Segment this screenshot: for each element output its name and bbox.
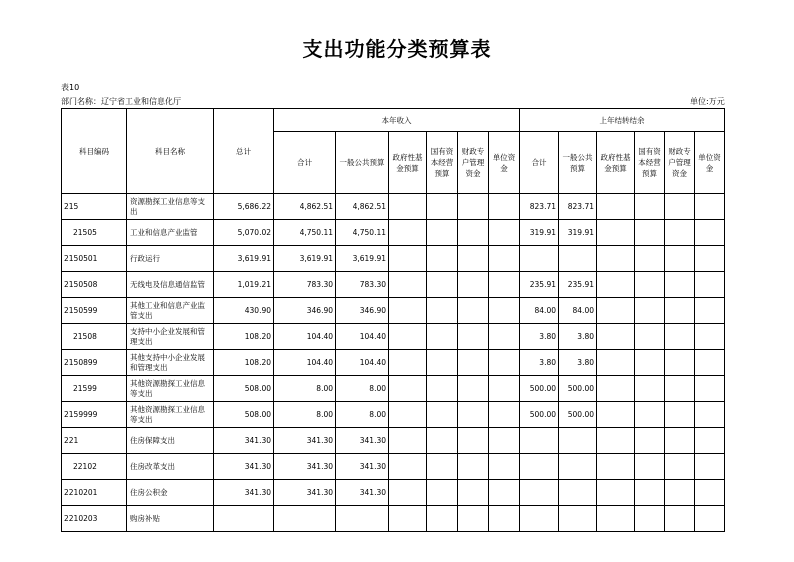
cell-current-state-capital xyxy=(427,402,458,428)
cell-name: 其他支持中小企业发展和管理支出 xyxy=(127,350,214,376)
table-row xyxy=(62,350,725,376)
cell-current-fiscal-special xyxy=(458,402,489,428)
cell-current-subtotal: 341.30 xyxy=(274,454,336,480)
cell-current-unit-fund xyxy=(489,402,520,428)
cell-current-state-capital xyxy=(427,246,458,272)
table-row xyxy=(62,402,725,428)
cell-prior-unit-fund xyxy=(695,194,725,220)
cell-total: 341.30 xyxy=(214,428,274,454)
cell-current-state-capital xyxy=(427,350,458,376)
cell-current-unit-fund xyxy=(489,194,520,220)
cell-prior-subtotal xyxy=(520,246,559,272)
cell-code: 21599 xyxy=(62,376,127,402)
cell-current-gov-fund xyxy=(389,402,427,428)
cell-current-state-capital xyxy=(427,194,458,220)
cell-prior-subtotal: 500.00 xyxy=(520,402,559,428)
cell-prior-fiscal-special xyxy=(665,298,695,324)
cell-name: 购房补贴 xyxy=(127,506,214,532)
cell-current-state-capital xyxy=(427,480,458,506)
cell-prior-state-capital xyxy=(635,194,665,220)
table-row xyxy=(62,480,725,506)
header-prior-fiscal-special: 财政专户管理资金 xyxy=(665,132,695,194)
header-subtotal: 合计 xyxy=(274,132,336,194)
cell-prior-gov-fund xyxy=(597,480,635,506)
cell-total: 5,686.22 xyxy=(214,194,274,220)
cell-current-state-capital xyxy=(427,428,458,454)
cell-prior-unit-fund xyxy=(695,350,725,376)
cell-prior-unit-fund xyxy=(695,454,725,480)
cell-prior-unit-fund xyxy=(695,272,725,298)
cell-prior-fiscal-special xyxy=(665,480,695,506)
cell-current-general-public: 783.30 xyxy=(336,272,389,298)
cell-current-subtotal: 3,619.91 xyxy=(274,246,336,272)
cell-current-gov-fund xyxy=(389,480,427,506)
cell-current-gov-fund xyxy=(389,272,427,298)
cell-current-fiscal-special xyxy=(458,220,489,246)
table-row xyxy=(62,324,725,350)
cell-prior-general-public xyxy=(559,454,597,480)
cell-prior-general-public: 84.00 xyxy=(559,298,597,324)
header-state-capital: 国有资本经营预算 xyxy=(427,132,458,194)
cell-prior-gov-fund xyxy=(597,428,635,454)
budget-table xyxy=(61,108,725,532)
header-current-income: 本年收入 xyxy=(274,109,520,132)
cell-current-gov-fund xyxy=(389,324,427,350)
cell-current-state-capital xyxy=(427,220,458,246)
cell-total xyxy=(214,506,274,532)
cell-prior-fiscal-special xyxy=(665,272,695,298)
cell-current-unit-fund xyxy=(489,324,520,350)
cell-current-state-capital xyxy=(427,376,458,402)
cell-prior-gov-fund xyxy=(597,402,635,428)
cell-total: 341.30 xyxy=(214,454,274,480)
cell-current-subtotal xyxy=(274,506,336,532)
cell-name: 其他资源勘探工业信息等支出 xyxy=(127,376,214,402)
header-unit-fund: 单位资金 xyxy=(489,132,520,194)
cell-prior-subtotal: 500.00 xyxy=(520,376,559,402)
cell-code: 2150899 xyxy=(62,350,127,376)
cell-current-general-public: 341.30 xyxy=(336,428,389,454)
header-fiscal-special: 财政专户管理资金 xyxy=(458,132,489,194)
cell-current-fiscal-special xyxy=(458,246,489,272)
cell-total: 5,070.02 xyxy=(214,220,274,246)
cell-prior-unit-fund xyxy=(695,324,725,350)
cell-current-unit-fund xyxy=(489,272,520,298)
cell-current-subtotal: 341.30 xyxy=(274,428,336,454)
cell-prior-state-capital xyxy=(635,298,665,324)
cell-prior-general-public xyxy=(559,428,597,454)
cell-name: 住房改革支出 xyxy=(127,454,214,480)
cell-name: 支持中小企业发展和管理支出 xyxy=(127,324,214,350)
cell-prior-unit-fund xyxy=(695,402,725,428)
cell-name: 工业和信息产业监管 xyxy=(127,220,214,246)
cell-current-general-public: 346.90 xyxy=(336,298,389,324)
table-row xyxy=(62,506,725,532)
cell-prior-gov-fund xyxy=(597,246,635,272)
cell-current-gov-fund xyxy=(389,350,427,376)
cell-prior-fiscal-special xyxy=(665,194,695,220)
cell-code: 2150508 xyxy=(62,272,127,298)
cell-code: 2210203 xyxy=(62,506,127,532)
cell-prior-fiscal-special xyxy=(665,324,695,350)
table-row xyxy=(62,454,725,480)
cell-current-general-public: 4,750.11 xyxy=(336,220,389,246)
cell-total: 508.00 xyxy=(214,402,274,428)
cell-current-fiscal-special xyxy=(458,454,489,480)
cell-current-gov-fund xyxy=(389,506,427,532)
cell-current-state-capital xyxy=(427,324,458,350)
cell-current-general-public: 341.30 xyxy=(336,480,389,506)
cell-current-gov-fund xyxy=(389,246,427,272)
cell-current-general-public: 341.30 xyxy=(336,454,389,480)
cell-prior-fiscal-special xyxy=(665,246,695,272)
cell-prior-subtotal xyxy=(520,428,559,454)
cell-current-unit-fund xyxy=(489,428,520,454)
table-number: 表10 xyxy=(61,83,80,92)
cell-prior-unit-fund xyxy=(695,480,725,506)
cell-prior-state-capital xyxy=(635,324,665,350)
cell-prior-gov-fund xyxy=(597,220,635,246)
cell-current-subtotal: 4,862.51 xyxy=(274,194,336,220)
table-row xyxy=(62,194,725,220)
cell-prior-gov-fund xyxy=(597,272,635,298)
cell-prior-gov-fund xyxy=(597,298,635,324)
cell-prior-subtotal: 823.71 xyxy=(520,194,559,220)
cell-prior-fiscal-special xyxy=(665,454,695,480)
cell-current-fiscal-special xyxy=(458,506,489,532)
cell-current-subtotal: 4,750.11 xyxy=(274,220,336,246)
cell-prior-state-capital xyxy=(635,480,665,506)
cell-prior-general-public: 823.71 xyxy=(559,194,597,220)
table-row xyxy=(62,246,725,272)
cell-current-state-capital xyxy=(427,506,458,532)
cell-prior-general-public: 3.80 xyxy=(559,324,597,350)
cell-prior-subtotal: 3.80 xyxy=(520,324,559,350)
cell-prior-fiscal-special xyxy=(665,428,695,454)
cell-current-unit-fund xyxy=(489,298,520,324)
cell-prior-state-capital xyxy=(635,402,665,428)
cell-prior-state-capital xyxy=(635,428,665,454)
cell-prior-unit-fund xyxy=(695,376,725,402)
cell-current-unit-fund xyxy=(489,480,520,506)
cell-current-state-capital xyxy=(427,454,458,480)
cell-current-fiscal-special xyxy=(458,376,489,402)
table-row xyxy=(62,272,725,298)
cell-current-general-public: 3,619.91 xyxy=(336,246,389,272)
cell-current-gov-fund xyxy=(389,220,427,246)
cell-prior-unit-fund xyxy=(695,506,725,532)
cell-code: 21508 xyxy=(62,324,127,350)
cell-prior-general-public: 319.91 xyxy=(559,220,597,246)
cell-prior-unit-fund xyxy=(695,298,725,324)
cell-prior-state-capital xyxy=(635,272,665,298)
cell-total: 508.00 xyxy=(214,376,274,402)
cell-code: 2150501 xyxy=(62,246,127,272)
cell-total: 108.20 xyxy=(214,324,274,350)
cell-prior-gov-fund xyxy=(597,324,635,350)
header-code: 科目编码 xyxy=(62,109,127,194)
cell-prior-fiscal-special xyxy=(665,220,695,246)
cell-current-general-public: 104.40 xyxy=(336,350,389,376)
cell-total: 341.30 xyxy=(214,480,274,506)
cell-prior-general-public xyxy=(559,480,597,506)
cell-current-general-public xyxy=(336,506,389,532)
cell-prior-state-capital xyxy=(635,350,665,376)
cell-prior-subtotal xyxy=(520,480,559,506)
cell-name: 住房公积金 xyxy=(127,480,214,506)
cell-name: 无线电及信息通信监管 xyxy=(127,272,214,298)
cell-current-subtotal: 783.30 xyxy=(274,272,336,298)
cell-current-subtotal: 104.40 xyxy=(274,350,336,376)
cell-prior-gov-fund xyxy=(597,194,635,220)
cell-name: 行政运行 xyxy=(127,246,214,272)
cell-code: 22102 xyxy=(62,454,127,480)
cell-prior-gov-fund xyxy=(597,506,635,532)
cell-prior-subtotal: 84.00 xyxy=(520,298,559,324)
cell-total: 430.90 xyxy=(214,298,274,324)
cell-prior-gov-fund xyxy=(597,454,635,480)
cell-prior-subtotal xyxy=(520,506,559,532)
header-total: 总计 xyxy=(214,109,274,194)
cell-total: 3,619.91 xyxy=(214,246,274,272)
page-title: 支出功能分类预算表 xyxy=(302,37,492,61)
table-row xyxy=(62,376,725,402)
cell-code: 21505 xyxy=(62,220,127,246)
cell-prior-state-capital xyxy=(635,220,665,246)
cell-code: 221 xyxy=(62,428,127,454)
cell-prior-subtotal: 319.91 xyxy=(520,220,559,246)
unit-label: 单位:万元 xyxy=(690,97,725,106)
table-row xyxy=(62,298,725,324)
cell-prior-fiscal-special xyxy=(665,402,695,428)
header-prior-subtotal: 合计 xyxy=(520,132,559,194)
cell-prior-general-public xyxy=(559,246,597,272)
cell-prior-gov-fund xyxy=(597,376,635,402)
cell-current-unit-fund xyxy=(489,220,520,246)
cell-current-subtotal: 104.40 xyxy=(274,324,336,350)
cell-current-state-capital xyxy=(427,272,458,298)
cell-current-gov-fund xyxy=(389,376,427,402)
cell-current-fiscal-special xyxy=(458,480,489,506)
cell-prior-gov-fund xyxy=(597,350,635,376)
header-general-public: 一般公共预算 xyxy=(336,132,389,194)
cell-current-general-public: 8.00 xyxy=(336,376,389,402)
cell-prior-unit-fund xyxy=(695,220,725,246)
cell-current-unit-fund xyxy=(489,350,520,376)
cell-current-fiscal-special xyxy=(458,194,489,220)
cell-prior-fiscal-special xyxy=(665,506,695,532)
cell-prior-general-public: 500.00 xyxy=(559,402,597,428)
cell-prior-unit-fund xyxy=(695,428,725,454)
cell-prior-fiscal-special xyxy=(665,376,695,402)
cell-current-general-public: 4,862.51 xyxy=(336,194,389,220)
cell-prior-subtotal: 235.91 xyxy=(520,272,559,298)
header-prior-general-public: 一般公共预算 xyxy=(559,132,597,194)
cell-code: 2159999 xyxy=(62,402,127,428)
cell-current-state-capital xyxy=(427,298,458,324)
cell-name: 其他资源勘探工业信息等支出 xyxy=(127,402,214,428)
header-gov-fund: 政府性基金预算 xyxy=(389,132,427,194)
cell-code: 2210201 xyxy=(62,480,127,506)
header-prior-unit-fund: 单位资金 xyxy=(695,132,725,194)
cell-prior-unit-fund xyxy=(695,246,725,272)
cell-current-unit-fund xyxy=(489,454,520,480)
table-row xyxy=(62,428,725,454)
cell-total: 1,019.21 xyxy=(214,272,274,298)
cell-prior-fiscal-special xyxy=(665,350,695,376)
cell-prior-general-public: 235.91 xyxy=(559,272,597,298)
table-row xyxy=(62,220,725,246)
cell-current-unit-fund xyxy=(489,376,520,402)
cell-current-unit-fund xyxy=(489,246,520,272)
cell-name: 其他工业和信息产业监管支出 xyxy=(127,298,214,324)
cell-current-subtotal: 8.00 xyxy=(274,376,336,402)
header-prior-carryover: 上年结转结余 xyxy=(520,109,725,132)
cell-prior-state-capital xyxy=(635,246,665,272)
cell-prior-subtotal: 3.80 xyxy=(520,350,559,376)
cell-current-fiscal-special xyxy=(458,350,489,376)
cell-total: 108.20 xyxy=(214,350,274,376)
cell-name: 住房保障支出 xyxy=(127,428,214,454)
department-name: 部门名称：辽宁省工业和信息化厅 xyxy=(61,97,181,106)
cell-current-subtotal: 346.90 xyxy=(274,298,336,324)
cell-code: 2150599 xyxy=(62,298,127,324)
cell-prior-state-capital xyxy=(635,454,665,480)
cell-prior-state-capital xyxy=(635,506,665,532)
cell-prior-general-public: 3.80 xyxy=(559,350,597,376)
cell-current-gov-fund xyxy=(389,454,427,480)
cell-current-fiscal-special xyxy=(458,298,489,324)
cell-current-fiscal-special xyxy=(458,428,489,454)
cell-prior-state-capital xyxy=(635,376,665,402)
cell-current-gov-fund xyxy=(389,194,427,220)
cell-current-fiscal-special xyxy=(458,324,489,350)
header-prior-state-capital: 国有资本经营预算 xyxy=(635,132,665,194)
cell-current-fiscal-special xyxy=(458,272,489,298)
cell-name: 资源勘探工业信息等支出 xyxy=(127,194,214,220)
cell-current-general-public: 8.00 xyxy=(336,402,389,428)
cell-code: 215 xyxy=(62,194,127,220)
cell-prior-general-public: 500.00 xyxy=(559,376,597,402)
cell-current-gov-fund xyxy=(389,428,427,454)
header-prior-gov-fund: 政府性基金预算 xyxy=(597,132,635,194)
cell-prior-general-public xyxy=(559,506,597,532)
cell-current-subtotal: 8.00 xyxy=(274,402,336,428)
cell-prior-subtotal xyxy=(520,454,559,480)
cell-current-gov-fund xyxy=(389,298,427,324)
cell-current-unit-fund xyxy=(489,506,520,532)
header-name: 科目名称 xyxy=(127,109,214,194)
cell-current-subtotal: 341.30 xyxy=(274,480,336,506)
cell-current-general-public: 104.40 xyxy=(336,324,389,350)
